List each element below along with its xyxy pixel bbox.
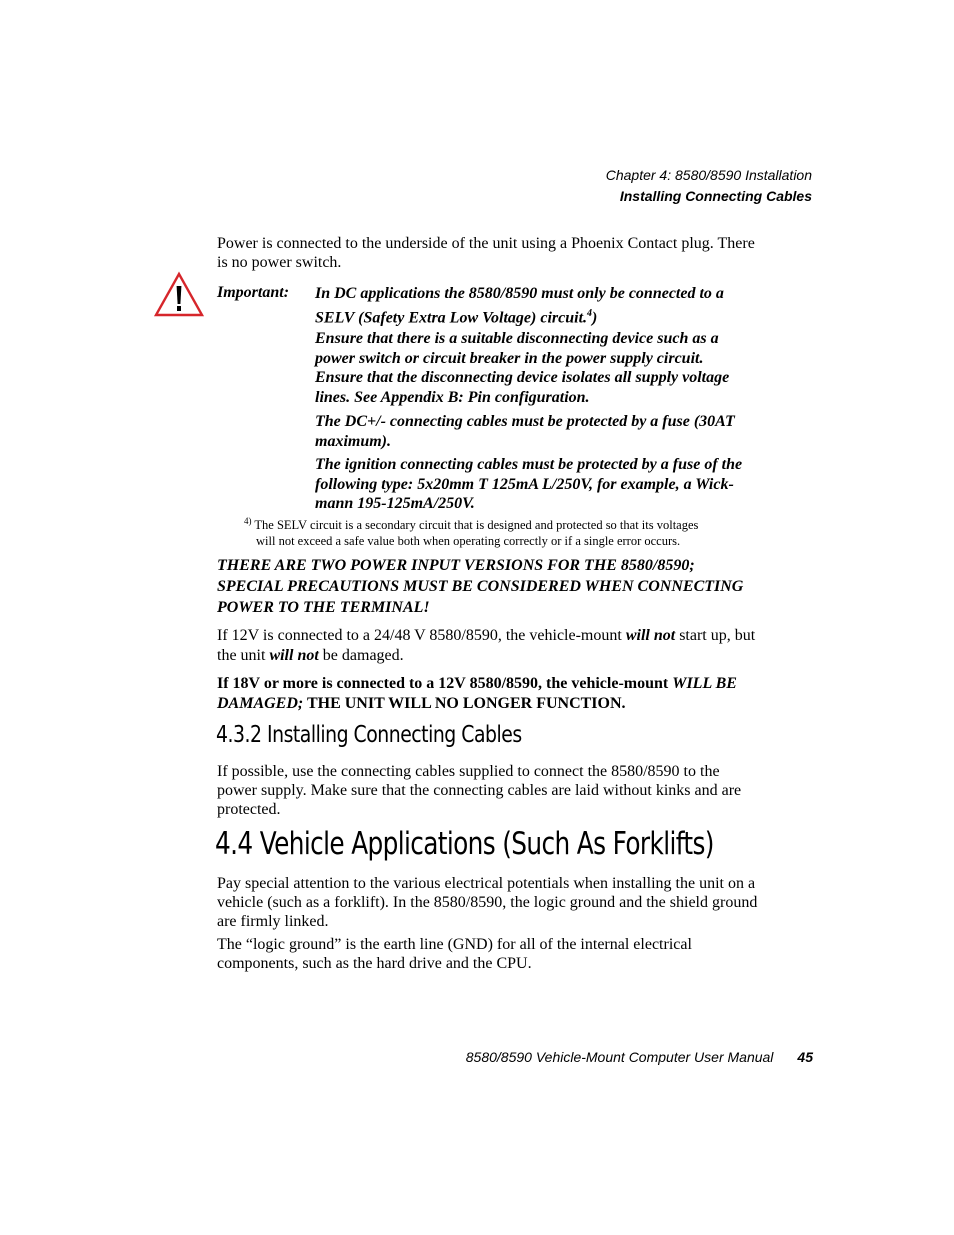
- important-p1-line-2: SELV (Safety Extra Low Voltage) circuit.: [315, 308, 588, 326]
- section-4-3-2-line-3: protected.: [217, 801, 281, 818]
- important-p3-line-2: maximum).: [315, 432, 392, 450]
- power-warning: [217, 555, 792, 618]
- footnote: [244, 517, 764, 549]
- paragraph-18v: [217, 674, 779, 714]
- important-paragraph-dc-fuse: [315, 412, 785, 451]
- section-4-3-2-line-1: If possible, use the connecting cables supplied to connect the 8580/8590 to the: [217, 763, 720, 780]
- footnote-line-1: The SELV circuit is a secondary circuit that is designed and protected so that its voltages: [254, 518, 699, 532]
- page-number: 45: [797, 1049, 813, 1065]
- important-p4-line-2: following type: 5x20mm T 125mA L/250V, for example, a Wick-: [315, 475, 734, 493]
- running-header-chapter: Chapter 4: 8580/8590 Installation: [605, 167, 812, 183]
- important-p3-line-1: The DC+/- connecting cables must be protected by a fuse (30AT: [315, 413, 735, 430]
- emphasis-will-not: will not: [625, 627, 676, 644]
- footnote-mark: 4): [244, 515, 252, 526]
- power-warning-line-2: SPECIAL PRECAUTIONS MUST BE CONSIDERED WHEN CONNECTING: [217, 578, 744, 595]
- power-warning-line-1: THERE ARE TWO POWER INPUT VERSIONS FOR THE 8580/8590;: [217, 557, 695, 574]
- important-p2-line-4: lines. See Appendix B: Pin configuration.: [315, 388, 590, 406]
- section-4-4-paragraph-2: [217, 935, 779, 973]
- paragraph-12v: [217, 626, 779, 666]
- paragraph-18v-text-2: THE UNIT WILL NO LONGER FUNCTION.: [303, 695, 626, 712]
- important-p1-end: ): [592, 308, 598, 326]
- intro-line-1: Power is connected to the underside of the unit using a Phoenix Contact plug. There: [217, 235, 755, 252]
- important-p1-line-1: In DC applications the 8580/8590 must only be connected to a: [315, 285, 724, 302]
- power-warning-line-3: POWER TO THE TERMINAL!: [217, 599, 430, 616]
- important-paragraph-ignition-fuse: [315, 455, 785, 514]
- footer-title: 8580/8590 Vehicle-Mount Computer User Manual: [465, 1049, 774, 1065]
- page-footer: [466, 1049, 813, 1065]
- warning-triangle-icon: [153, 271, 205, 318]
- paragraph-12v-text: If 12V is connected to a 24/48 V 8580/8590, the vehicle-mount: [217, 627, 626, 644]
- intro-paragraph: [217, 234, 779, 272]
- important-p2-line-1: Ensure that there is a suitable disconnecting device such as a: [315, 330, 719, 347]
- section-heading-4-4: 4.4 Vehicle Applications (Such As Forklifts): [215, 826, 714, 862]
- important-paragraph-disconnect: [315, 329, 785, 407]
- important-p4-line-3: mann 195-125mA/250V.: [315, 495, 475, 512]
- section-4-3-2-line-2: power supply. Make sure that the connecting cables are laid without kinks and are: [217, 782, 742, 799]
- paragraph-12v-text-2: start up, but: [675, 627, 756, 644]
- section-4-3-2-paragraph: [217, 762, 779, 819]
- paragraph-18v-text: If 18V or more is connected to a 12V 8580/8590, the vehicle-mount: [217, 675, 673, 692]
- section-4-4-p2-line-2: components, such as the hard drive and the CPU.: [217, 955, 532, 972]
- emphasis-damaged: DAMAGED;: [217, 695, 304, 712]
- important-p4-line-1: The ignition connecting cables must be protected by a fuse of the: [315, 456, 743, 473]
- paragraph-12v-text-4: be damaged.: [318, 647, 404, 664]
- important-p2-line-2: power switch or circuit breaker in the power supply circuit.: [315, 349, 704, 367]
- paragraph-12v-text-3: the unit: [217, 647, 270, 664]
- footnote-line-2: will not exceed a safe value both when operating correctly or if a single error occurs.: [256, 534, 681, 548]
- important-paragraph-selv: [315, 284, 785, 327]
- emphasis-will-not-2: will not: [269, 647, 319, 664]
- section-4-4-paragraph-1: [217, 874, 779, 931]
- footnote-reference: 4: [587, 307, 593, 319]
- important-p2-line-3: Ensure that the disconnecting device isolates all supply voltage: [315, 369, 730, 386]
- section-heading-4-3-2: 4.3.2 Installing Connecting Cables: [216, 722, 522, 748]
- section-4-4-p1-line-3: are firmly linked.: [217, 913, 329, 930]
- section-4-4-p1-line-2: vehicle (such as a forklift). In the 8580/8590, the logic ground and the shield ground: [217, 894, 758, 911]
- section-4-4-p1-line-1: Pay special attention to the various electrical potentials when installing the unit on a: [217, 875, 756, 892]
- emphasis-will-be: WILL BE: [672, 675, 737, 692]
- important-label: Important:: [217, 284, 290, 301]
- running-header-section: Installing Connecting Cables: [619, 188, 812, 204]
- section-4-4-p2-line-1: The “logic ground” is the earth line (GND) for all of the internal electrical: [217, 936, 692, 953]
- intro-line-2: is no power switch.: [217, 254, 342, 271]
